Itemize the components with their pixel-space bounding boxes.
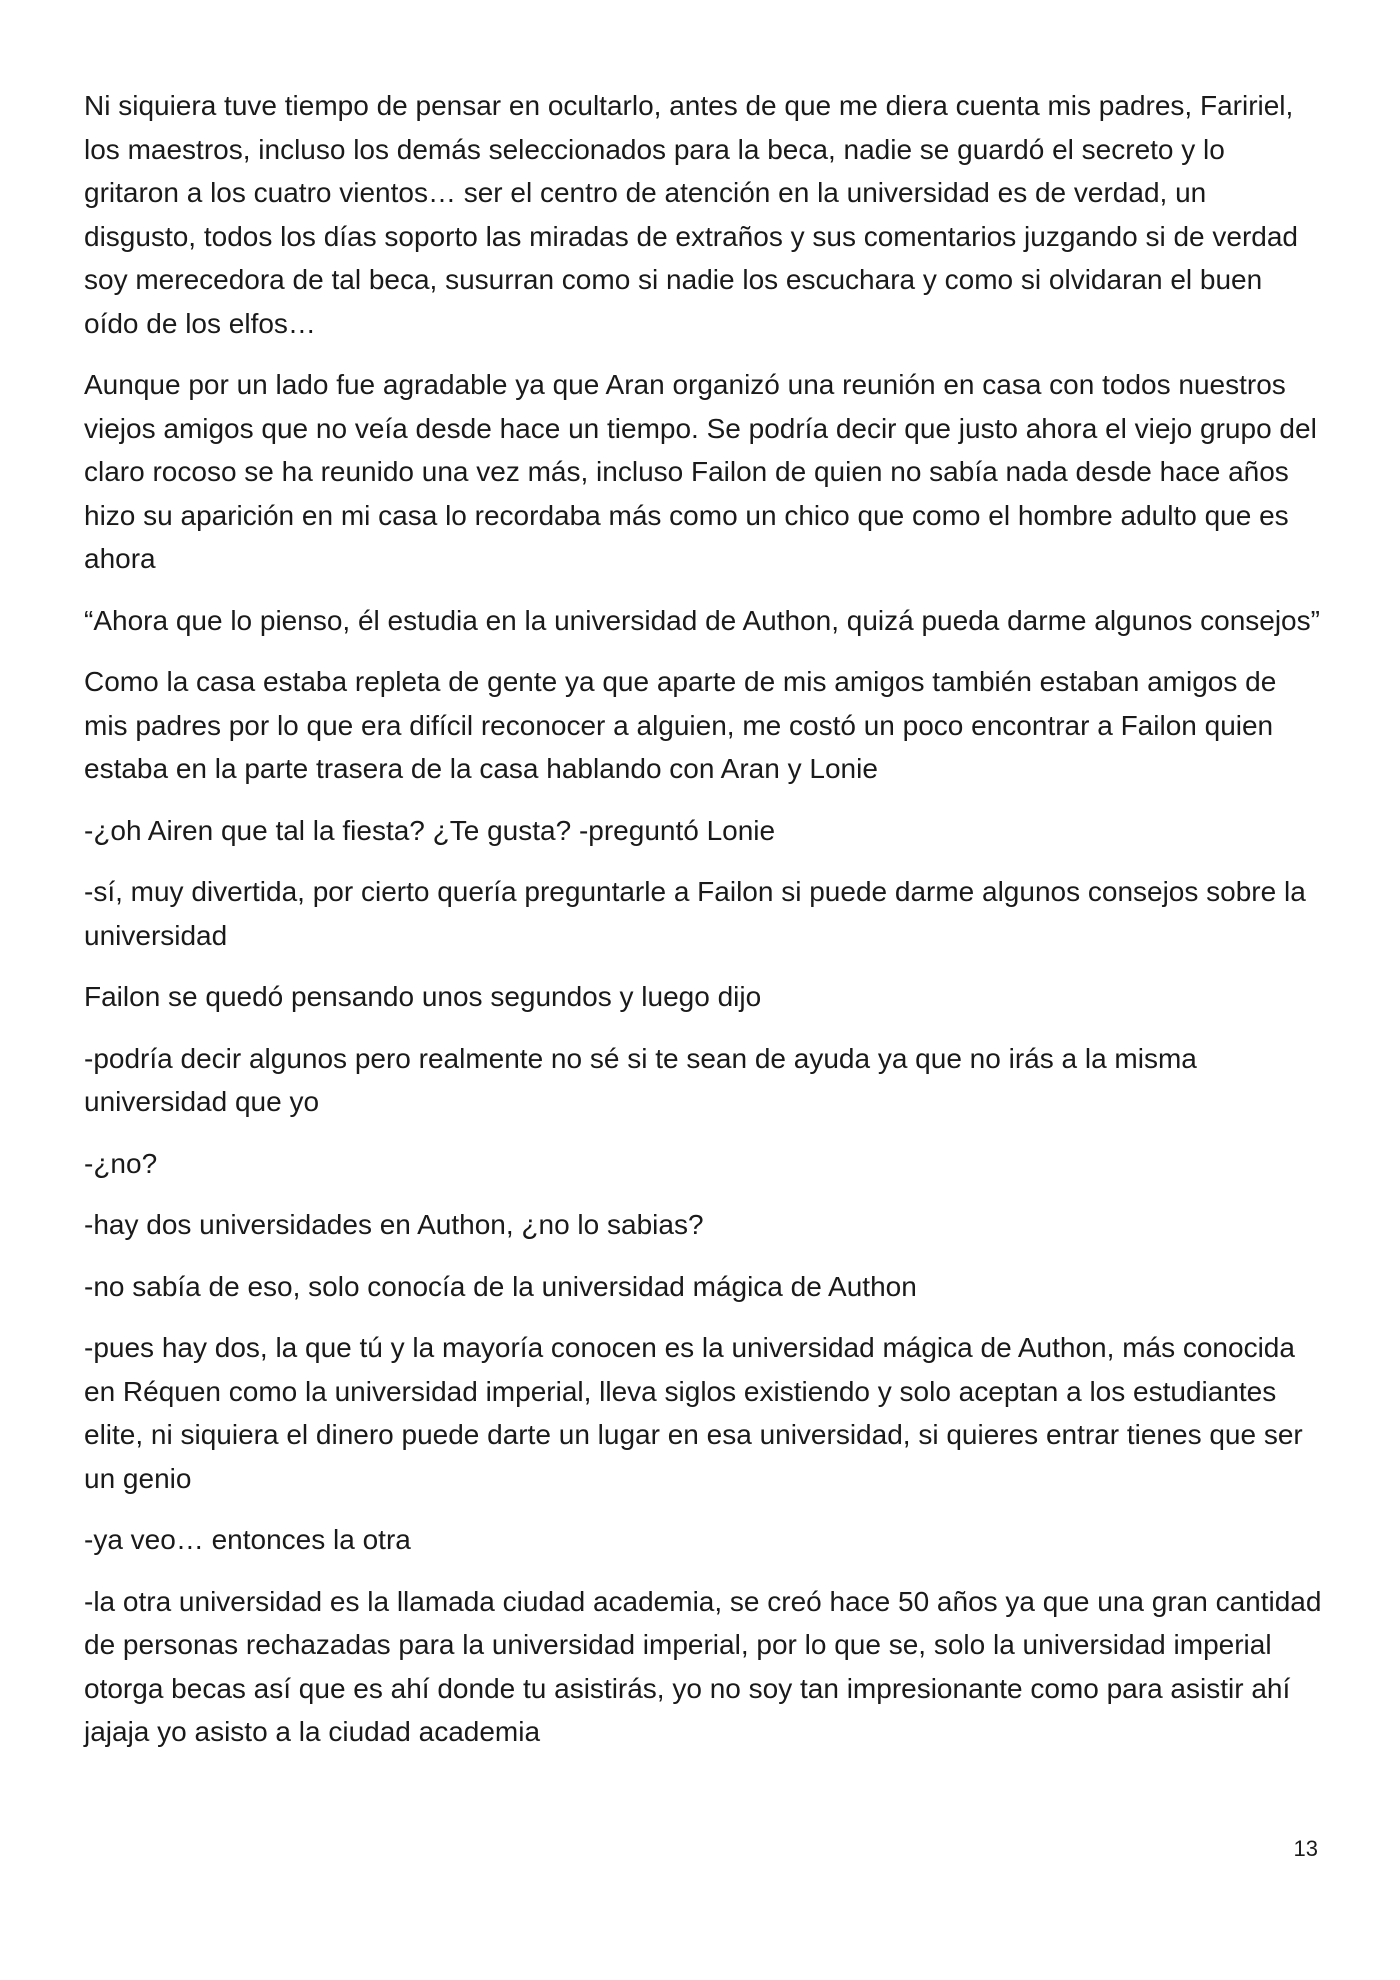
- body-text: [84, 84, 1324, 1772]
- paragraph: -ya veo… entonces la otra: [84, 1524, 411, 1555]
- paragraph: -¿oh Airen que tal la fiesta? ¿Te gusta? -preguntó Lonie: [84, 814, 776, 846]
- paragraph: -no sabía de eso, solo conocía de la universidad mágica de Authon: [84, 1270, 917, 1302]
- paragraph: -¿no?: [84, 1147, 158, 1179]
- paragraph: -pues hay dos, la que tú y la mayoría conocen es la universidad mágica de Authon, más conocida en Réquen como la universidad imperial, lleva siglos existiendo y solo aceptan a los estudiantes elite, ni siquiera el dinero puede darte un lugar en esa universidad, si quieres entrar tienes que ser un genio: [84, 1332, 1303, 1494]
- paragraph: Ni siquiera tuve tiempo de pensar en ocultarlo, antes de que me diera cuenta mis padres, Faririel, los maestros, incluso los demás seleccionados para la beca, nadie se guardó el secreto y lo gritaron a los cuatro vientos… ser el centro de atención en la universidad es de verdad, un disgusto, todos los días soporto las miradas de extraños y sus comentarios juzgando si de verdad soy merecedora de tal beca, susurran como si nadie los escuchara y como si olvidaran el buen oído de los elfos…: [84, 90, 1298, 339]
- paragraph: “Ahora que lo pienso, él estudia en la universidad de Authon, quizá pueda darme algunos consejos”: [84, 604, 1320, 636]
- paragraph: -hay dos universidades en Authon, ¿no lo sabias?: [84, 1209, 704, 1240]
- paragraph: Como la casa estaba repleta de gente ya que aparte de mis amigos también estaban amigos de mis padres por lo que era difícil reconocer a alguien, me costó un poco encontrar a Failon quien estaba en la parte trasera de la casa hablando con Aran y Lonie: [84, 666, 1277, 784]
- paragraph: -podría decir algunos pero realmente no sé si te sean de ayuda ya que no irás a la misma universidad que yo: [84, 1042, 1197, 1117]
- paragraph: -la otra universidad es la llamada ciudad academia, se creó hace 50 años ya que una gran cantidad de personas rechazadas para la universidad imperial, por lo que se, solo la universidad imperial otorga becas así que es ahí donde tu asistirás, yo no soy tan impresionante como para asistir ahí jajaja yo asisto a la ciudad academia: [84, 1585, 1322, 1747]
- page-number: 13: [1293, 1836, 1318, 1861]
- paragraph: -sí, muy divertida, por cierto quería preguntarle a Failon si puede darme algunos consejos sobre la universidad: [84, 876, 1306, 951]
- paragraph: Aunque por un lado fue agradable ya que Aran organizó una reunión en casa con todos nuestros viejos amigos que no veía desde hace un tiempo. Se podría decir que justo ahora el viejo grupo del claro rocoso se ha reunido una vez más, incluso Failon de quien no sabía nada desde hace años hizo su aparición en mi casa lo recordaba más como un chico que como el hombre adulto que es ahora: [84, 369, 1317, 574]
- paragraph: Failon se quedó pensando unos segundos y luego dijo: [84, 981, 762, 1012]
